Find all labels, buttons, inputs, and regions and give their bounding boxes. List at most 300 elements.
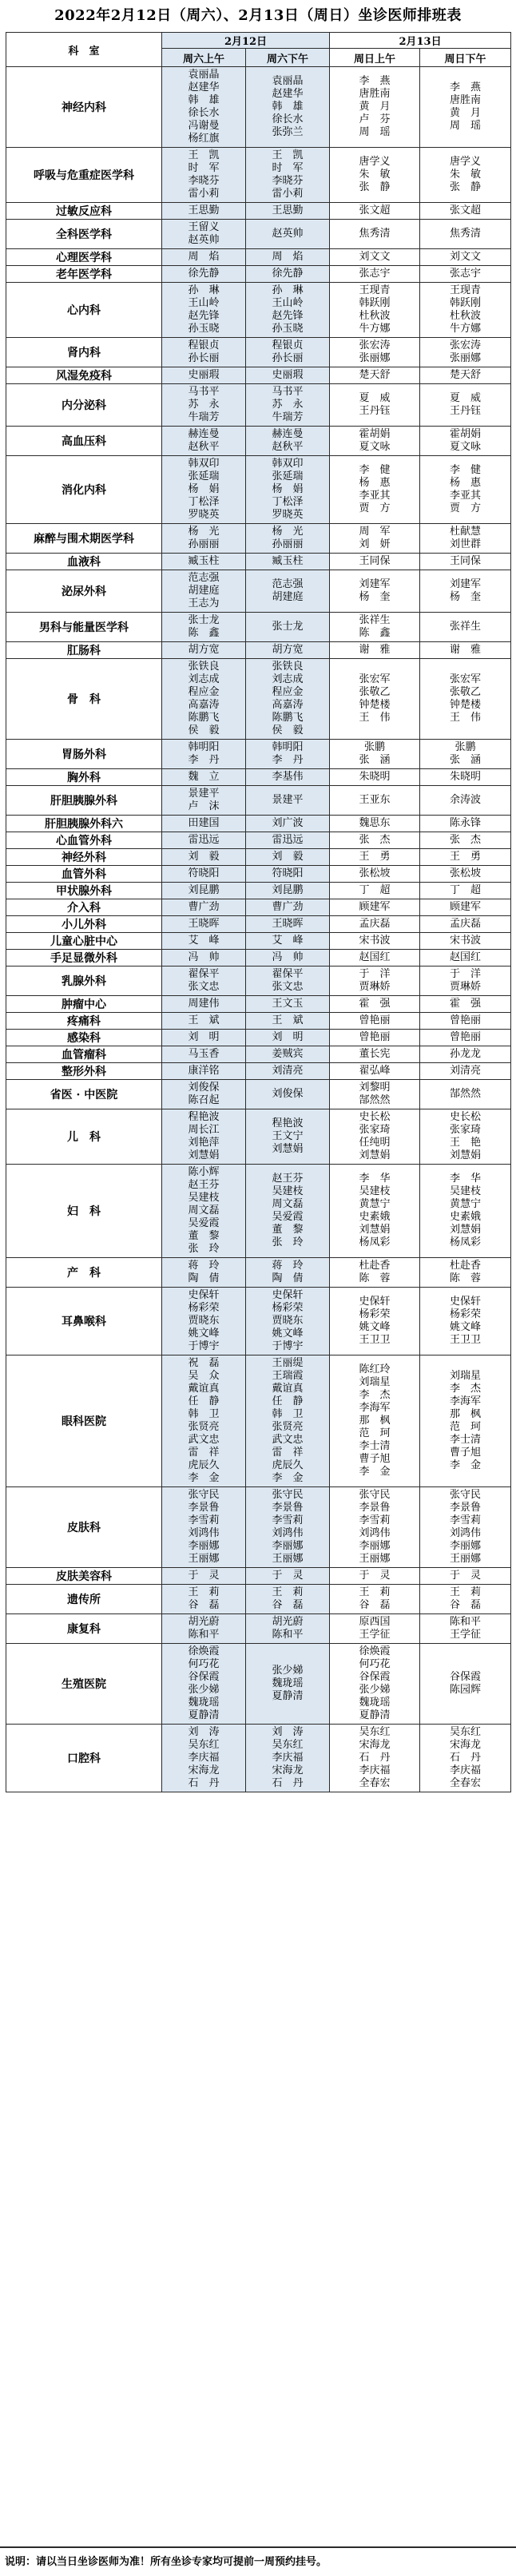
doctor-name: 王现青 <box>450 284 482 296</box>
cell-sat-pm <box>246 816 330 832</box>
cell-sat-am <box>162 659 246 740</box>
doctor-name: 曹子旭 <box>359 1453 391 1465</box>
doctor-name: 卢 沫 <box>188 800 220 812</box>
cell-sun-pm <box>420 524 511 554</box>
cell-sat-am <box>162 1109 246 1165</box>
doctor-name: 宋海龙 <box>272 1764 304 1776</box>
cell-sun-pm <box>420 1109 511 1165</box>
doctor-name: 顾建军 <box>450 901 482 913</box>
doctor-name: 王丹钰 <box>359 405 391 417</box>
cell-sun-am <box>330 1046 420 1063</box>
doctor-name: 周 军 <box>359 526 391 538</box>
cell-sat-am <box>162 1568 246 1585</box>
doctor-name: 袁丽晶 <box>188 69 220 81</box>
doctor-name: 李丽娜 <box>188 1540 220 1552</box>
doctor-name: 刘瑞星 <box>359 1376 391 1388</box>
doctor-name: 曾艳丽 <box>450 1014 482 1026</box>
doctor-name: 李雪莉 <box>450 1514 482 1526</box>
doctor-name: 曹广劲 <box>188 901 220 913</box>
doctor-name: 杨 光 <box>272 526 304 538</box>
doctor-name: 谷保霞 <box>359 1671 391 1683</box>
doctor-name: 王 莉 <box>188 1586 220 1598</box>
doctor-name: 程应金 <box>188 686 220 698</box>
doctor-name: 李景鲁 <box>272 1502 304 1514</box>
cell-sat-am <box>162 899 246 916</box>
cell-sun-am <box>330 883 420 899</box>
cell-sun-am <box>330 554 420 570</box>
cell-sat-pm <box>246 1288 330 1355</box>
department-row <box>6 1644 511 1725</box>
department-row <box>6 203 511 220</box>
department-name: 省医 · 中医院 <box>6 1080 162 1109</box>
department-name: 儿童心脏中心 <box>6 933 162 950</box>
doctor-name: 王卫卫 <box>359 1334 391 1346</box>
doctor-name: 钟楚楼 <box>359 699 391 711</box>
department-name: 皮肤科 <box>6 1487 162 1568</box>
doctor-name: 刘 涛 <box>188 1726 220 1738</box>
doctor-name: 丁松泽 <box>188 496 220 508</box>
doctor-name: 雷小莉 <box>188 188 220 200</box>
doctor-name: 赵国红 <box>359 951 391 963</box>
doctor-name: 张 杰 <box>359 834 391 846</box>
department-name: 康复科 <box>6 1614 162 1644</box>
doctor-name: 贾 方 <box>450 502 482 514</box>
doctor-name: 孙 琳 <box>272 284 304 296</box>
doctor-name: 贾琳娇 <box>359 981 391 993</box>
doctor-name: 吴东红 <box>359 1726 391 1738</box>
doctor-name: 孙玉晓 <box>272 323 304 335</box>
department-name: 高血压科 <box>6 427 162 456</box>
department-row <box>6 148 511 203</box>
cell-sat-pm <box>246 570 330 613</box>
doctor-name: 于 洋 <box>450 968 482 980</box>
doctor-name: 李 健 <box>359 464 391 476</box>
doctor-name: 史丽瑕 <box>272 369 304 381</box>
department-row <box>6 1585 511 1614</box>
doctor-name: 霍胡娟 <box>450 428 482 440</box>
doctor-name: 杨 奎 <box>450 591 482 603</box>
doctor-name: 范志强 <box>272 578 304 590</box>
cell-sun-am <box>330 849 420 866</box>
cell-sat-pm <box>246 883 330 899</box>
cell-sat-am <box>162 384 246 427</box>
department-name: 心内科 <box>6 283 162 338</box>
doctor-name: 冯谢曼 <box>188 120 220 132</box>
doctor-name: 曹子旭 <box>450 1447 482 1459</box>
doctor-name: 张宏涛 <box>359 339 391 351</box>
doctor-name: 李 丹 <box>188 754 220 766</box>
cell-sun-am <box>330 1080 420 1109</box>
cell-sun-am <box>330 338 420 367</box>
cell-sun-pm <box>420 1080 511 1109</box>
doctor-name: 张志宇 <box>359 268 391 280</box>
doctor-name: 于 灵 <box>272 1570 304 1582</box>
doctor-name: 武文忠 <box>272 1434 304 1446</box>
doctor-name: 吴爱霞 <box>272 1211 304 1223</box>
cell-sun-am <box>330 740 420 769</box>
doctor-name: 张守民 <box>450 1489 482 1501</box>
doctor-name: 赵建华 <box>188 81 220 93</box>
doctor-name: 王思勤 <box>188 204 220 216</box>
doctor-name: 李庆福 <box>359 1764 391 1776</box>
doctor-name: 程应金 <box>272 686 304 698</box>
doctor-name: 张守民 <box>359 1489 391 1501</box>
cell-sun-am <box>330 456 420 524</box>
doctor-name: 刘广波 <box>272 817 304 829</box>
doctor-name: 谢 雅 <box>359 644 391 656</box>
cell-sat-pm <box>246 899 330 916</box>
doctor-name: 艾 峰 <box>272 935 304 947</box>
doctor-name: 姜贼宾 <box>272 1048 304 1060</box>
department-name: 肾内科 <box>6 338 162 367</box>
doctor-name: 王丽娜 <box>450 1553 482 1565</box>
department-name: 整形外科 <box>6 1063 162 1080</box>
doctor-name: 贾晓东 <box>272 1315 304 1327</box>
cell-sun-pm <box>420 1288 511 1355</box>
cell-sun-pm <box>420 266 511 283</box>
department-name: 心理医学科 <box>6 249 162 266</box>
doctor-name: 张祥生 <box>359 614 391 626</box>
department-name: 肝胆胰腺外科 <box>6 786 162 816</box>
cell-sat-am <box>162 966 246 996</box>
doctor-name: 虎辰久 <box>272 1459 304 1471</box>
doctor-name: 朱 敏 <box>359 169 391 181</box>
cell-sun-pm <box>420 1355 511 1487</box>
doctor-name: 谢 雅 <box>450 644 482 656</box>
doctor-name: 王丽娜 <box>188 1553 220 1565</box>
doctor-name: 徐焕霞 <box>359 1645 391 1657</box>
cell-sun-am <box>330 1063 420 1080</box>
cell-sat-pm <box>246 786 330 816</box>
doctor-name: 夏 威 <box>450 392 482 404</box>
doctor-name: 张延瑞 <box>188 470 220 482</box>
cell-sun-pm <box>420 1614 511 1644</box>
doctor-name: 刘文文 <box>359 251 391 263</box>
doctor-name: 孙丽丽 <box>188 538 220 550</box>
department-row <box>6 1487 511 1568</box>
doctor-name: 胡光蔚 <box>188 1616 220 1628</box>
doctor-name: 陈小辉 <box>188 1166 220 1178</box>
cell-sun-pm <box>420 883 511 899</box>
doctor-name: 张敬乙 <box>359 686 391 698</box>
doctor-name: 符晓阳 <box>272 867 304 879</box>
date-header-day1: 2月12日 <box>162 33 330 49</box>
department-name: 肛肠科 <box>6 642 162 659</box>
doctor-name: 谷保霞 <box>450 1671 482 1683</box>
doctor-name: 王现青 <box>359 284 391 296</box>
cell-sun-am <box>330 384 420 427</box>
doctor-name: 李 金 <box>450 1459 482 1471</box>
doctor-name: 赵先锋 <box>188 310 220 322</box>
doctor-name: 刘慧娟 <box>359 1224 391 1236</box>
slot-header-sat-am: 周六上午 <box>162 49 246 67</box>
doctor-name: 李 燕 <box>450 81 482 93</box>
department-row <box>6 1568 511 1585</box>
doctor-name: 苏 永 <box>272 399 304 411</box>
doctor-name: 郜然然 <box>359 1094 391 1106</box>
doctor-name: 程银贞 <box>272 339 304 351</box>
doctor-name: 刘清亮 <box>272 1065 304 1077</box>
cell-sat-pm <box>246 1487 330 1568</box>
doctor-name: 李 金 <box>272 1472 304 1484</box>
doctor-name: 牛方娜 <box>450 323 482 335</box>
doctor-name: 李丽娜 <box>450 1540 482 1552</box>
doctor-name: 杨凤彩 <box>450 1236 482 1248</box>
doctor-name: 周长江 <box>188 1124 220 1136</box>
cell-sun-pm <box>420 642 511 659</box>
doctor-name: 刘 明 <box>188 1031 220 1043</box>
doctor-name: 朱 敏 <box>450 169 482 181</box>
cell-sun-pm <box>420 866 511 883</box>
department-row <box>6 1725 511 1792</box>
cell-sun-am <box>330 1288 420 1355</box>
department-row <box>6 933 511 950</box>
doctor-name: 赵先锋 <box>272 310 304 322</box>
doctor-name: 周文磊 <box>188 1205 220 1217</box>
doctor-name: 李海军 <box>359 1402 391 1414</box>
doctor-name: 刘昆鹏 <box>272 884 304 896</box>
doctor-name: 胡方宽 <box>188 644 220 656</box>
doctor-name: 周 焰 <box>272 251 304 263</box>
doctor-name: 李亚其 <box>450 490 482 502</box>
doctor-name: 余涛波 <box>450 794 482 806</box>
cell-sat-am <box>162 524 246 554</box>
doctor-name: 孙长丽 <box>272 352 304 364</box>
schedule-body <box>6 67 511 1792</box>
doctor-name: 张 玲 <box>272 1236 304 1248</box>
doctor-name: 李晓芬 <box>272 175 304 187</box>
doctor-name: 李丽娜 <box>272 1540 304 1552</box>
doctor-name: 史长松 <box>450 1111 482 1123</box>
doctor-name: 李景鲁 <box>450 1502 482 1514</box>
doctor-name: 马玉香 <box>188 1048 220 1060</box>
doctor-name: 任纯明 <box>359 1137 391 1149</box>
cell-sat-pm <box>246 916 330 933</box>
doctor-name: 宋书波 <box>359 935 391 947</box>
doctor-name: 于 灵 <box>359 1570 391 1582</box>
doctor-name: 李 健 <box>450 464 482 476</box>
cell-sat-am <box>162 1487 246 1568</box>
doctor-name: 王同保 <box>450 555 482 567</box>
doctor-name: 贾晓东 <box>188 1315 220 1327</box>
cell-sun-pm <box>420 1013 511 1030</box>
cell-sun-pm <box>420 1165 511 1258</box>
cell-sat-am <box>162 866 246 883</box>
cell-sun-pm <box>420 456 511 524</box>
doctor-name: 顾建军 <box>359 901 391 913</box>
cell-sun-am <box>330 1109 420 1165</box>
doctor-name: 胡建庭 <box>272 591 304 603</box>
department-row <box>6 554 511 570</box>
cell-sun-am <box>330 832 420 849</box>
department-row <box>6 849 511 866</box>
doctor-name: 那 枫 <box>450 1408 482 1420</box>
cell-sun-pm <box>420 832 511 849</box>
cell-sun-am <box>330 570 420 613</box>
cell-sat-pm <box>246 1258 330 1288</box>
department-name: 骨 科 <box>6 659 162 740</box>
doctor-name: 王卫卫 <box>450 1334 482 1346</box>
cell-sat-am <box>162 996 246 1013</box>
cell-sat-am <box>162 849 246 866</box>
doctor-name: 李 燕 <box>359 75 391 87</box>
doctor-name: 于 洋 <box>359 968 391 980</box>
doctor-name: 朱晓明 <box>450 771 482 783</box>
cell-sun-am <box>330 916 420 933</box>
doctor-name: 王 勇 <box>450 851 482 863</box>
doctor-name: 马书平 <box>188 386 220 398</box>
doctor-name: 李 丹 <box>272 754 304 766</box>
footer-note: 说明：请以当日坐诊医师为准！所有坐诊专家均可提前一周预约挂号。 <box>0 2546 516 2576</box>
cell-sat-pm <box>246 524 330 554</box>
cell-sat-pm <box>246 1644 330 1725</box>
cell-sat-pm <box>246 1046 330 1063</box>
doctor-name: 杜秋波 <box>450 310 482 322</box>
doctor-name: 魏 立 <box>188 771 220 783</box>
doctor-name: 王丹钰 <box>450 405 482 417</box>
department-row <box>6 659 511 740</box>
doctor-name: 雷迅远 <box>272 834 304 846</box>
doctor-name: 姚文峰 <box>450 1321 482 1333</box>
doctor-name: 杨红旗 <box>188 133 220 145</box>
cell-sat-pm <box>246 1614 330 1644</box>
doctor-name: 孙丽丽 <box>272 538 304 550</box>
cell-sat-am <box>162 570 246 613</box>
doctor-name: 张松坡 <box>359 867 391 879</box>
cell-sun-pm <box>420 1030 511 1046</box>
cell-sat-am <box>162 1013 246 1030</box>
doctor-name: 程艳波 <box>272 1117 304 1129</box>
doctor-name: 李 杰 <box>359 1389 391 1401</box>
cell-sat-pm <box>246 866 330 883</box>
doctor-name: 谷 磊 <box>188 1599 220 1611</box>
cell-sat-am <box>162 283 246 338</box>
doctor-name: 史保轩 <box>188 1289 220 1301</box>
cell-sat-am <box>162 613 246 642</box>
cell-sun-am <box>330 1013 420 1030</box>
department-name: 生殖医院 <box>6 1644 162 1725</box>
doctor-name: 李雪莉 <box>188 1514 220 1526</box>
cell-sat-am <box>162 554 246 570</box>
doctor-name: 景建平 <box>188 788 220 800</box>
doctor-name: 张丽娜 <box>359 352 391 364</box>
doctor-name: 王留义 <box>188 221 220 233</box>
doctor-name: 王学征 <box>450 1629 482 1641</box>
doctor-name: 张铁良 <box>272 661 304 673</box>
department-name: 皮肤美容科 <box>6 1568 162 1585</box>
doctor-name: 虎辰久 <box>188 1459 220 1471</box>
doctor-name: 王 斌 <box>272 1014 304 1026</box>
cell-sat-am <box>162 1165 246 1258</box>
doctor-name: 张祥生 <box>450 621 482 633</box>
doctor-name: 蒋 玲 <box>272 1260 304 1272</box>
cell-sat-pm <box>246 1030 330 1046</box>
doctor-name: 王 莉 <box>359 1586 391 1598</box>
doctor-name: 杜赴香 <box>450 1260 482 1272</box>
doctor-name: 刘 涛 <box>272 1726 304 1738</box>
doctor-name: 陈和平 <box>272 1629 304 1641</box>
cell-sat-pm <box>246 1013 330 1030</box>
cell-sun-am <box>330 1258 420 1288</box>
doctor-name: 焦秀清 <box>450 228 482 240</box>
doctor-name: 侯 毅 <box>188 724 220 736</box>
doctor-name: 刘慧娟 <box>359 1149 391 1161</box>
cell-sat-am <box>162 832 246 849</box>
doctor-name: 贾琳娇 <box>450 981 482 993</box>
cell-sat-am <box>162 456 246 524</box>
department-row <box>6 1046 511 1063</box>
doctor-name: 王晓晖 <box>272 918 304 930</box>
cell-sun-am <box>330 266 420 283</box>
cell-sun-am <box>330 642 420 659</box>
doctor-name: 宋海龙 <box>450 1739 482 1751</box>
department-row <box>6 816 511 832</box>
cell-sun-pm <box>420 1487 511 1568</box>
cell-sat-pm <box>246 427 330 456</box>
doctor-name: 范 珂 <box>359 1427 391 1439</box>
department-row <box>6 1030 511 1046</box>
doctor-name: 李景鲁 <box>359 1502 391 1514</box>
doctor-name: 全春宏 <box>359 1777 391 1789</box>
doctor-name: 王 莉 <box>450 1586 482 1598</box>
cell-sat-pm <box>246 933 330 950</box>
doctor-name: 魏珑瑶 <box>188 1697 220 1709</box>
department-name: 全科医学科 <box>6 220 162 249</box>
department-row <box>6 1288 511 1355</box>
doctor-name: 魏珑瑶 <box>272 1677 304 1689</box>
cell-sun-pm <box>420 427 511 456</box>
department-name: 眼科医院 <box>6 1355 162 1487</box>
department-row <box>6 266 511 283</box>
department-row <box>6 786 511 816</box>
department-row <box>6 916 511 933</box>
doctor-name: 夏 威 <box>359 392 391 404</box>
doctor-name: 史素娥 <box>359 1211 391 1223</box>
doctor-name: 赵王芬 <box>188 1179 220 1191</box>
slot-header-sun-pm: 周日下午 <box>420 49 511 67</box>
doctor-name: 唐胜南 <box>359 88 391 100</box>
doctor-name: 张延瑞 <box>272 470 304 482</box>
cell-sat-am <box>162 1355 246 1487</box>
cell-sun-pm <box>420 659 511 740</box>
department-row <box>6 283 511 338</box>
doctor-name: 陈鹏飞 <box>188 712 220 724</box>
cell-sun-pm <box>420 220 511 249</box>
doctor-name: 刘世群 <box>450 538 482 550</box>
cell-sun-am <box>330 769 420 786</box>
cell-sat-am <box>162 1644 246 1725</box>
cell-sat-pm <box>246 966 330 996</box>
doctor-name: 杨 惠 <box>450 477 482 489</box>
cell-sun-pm <box>420 338 511 367</box>
department-name: 血液科 <box>6 554 162 570</box>
doctor-name: 焦秀清 <box>359 228 391 240</box>
doctor-name: 王 勇 <box>359 851 391 863</box>
cell-sun-pm <box>420 996 511 1013</box>
department-name: 风湿免疫科 <box>6 367 162 384</box>
doctor-name: 刘慧娟 <box>450 1224 482 1236</box>
department-row <box>6 1013 511 1030</box>
doctor-name: 张 涵 <box>450 754 482 766</box>
cell-sat-am <box>162 427 246 456</box>
doctor-name: 王思勤 <box>272 204 304 216</box>
doctor-name: 张松坡 <box>450 867 482 879</box>
cell-sun-am <box>330 816 420 832</box>
doctor-name: 武文忠 <box>188 1434 220 1446</box>
doctor-name: 张 静 <box>450 181 482 193</box>
doctor-name: 周文磊 <box>272 1198 304 1210</box>
doctor-name: 刘志成 <box>272 673 304 685</box>
